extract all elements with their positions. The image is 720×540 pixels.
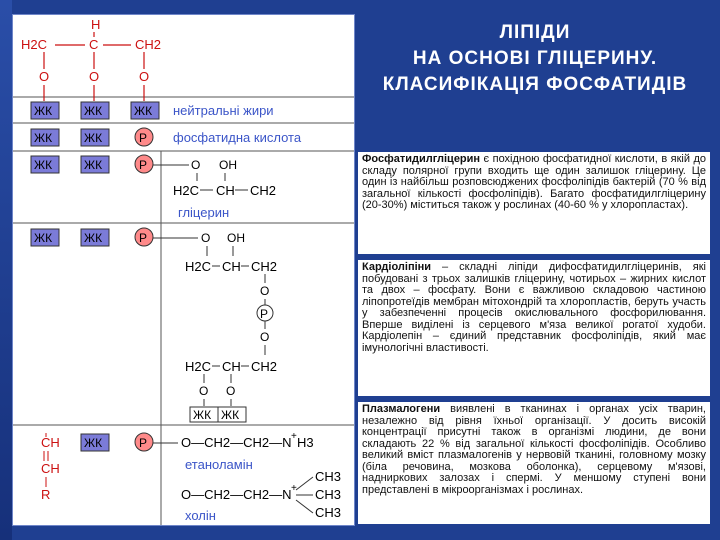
row-phosphatidylglycerol (31, 155, 276, 220)
fatty-acid-label: ЖК (84, 231, 103, 245)
description-text: виявлені в тканинах і органах усіх тварин, незалежно від рівня їхньої організації. У досить високій концентрації присутні також в організмі людини, де вони складають 22 % від загальної кількості фосфоліпідів. Особливо великий вміст плазмалогенів у нервовій тканині, головному мозку (біла речовина, мозкова оболонка), серцевому м'язові, надниркових залозах і спермі. У меншому ступені вони представлені в мікроорганізмах і рослинах. (362, 403, 706, 496)
phosphatidic-acid-label: фосфатидна кислота (173, 130, 302, 145)
h-atom: H (91, 17, 101, 32)
description-text: – складні ліпіди дифосфатидилгліцеринів, які побудовані з трьох залишків гліцерину, чотирьох – жирних кислот та двох – фосфату. Вони є важливою складовою частиною ліпопротеїдів мембран мітохондрій та хлоропластів, беруть участь у забезпеченні процесів окислювального фосфорилювання. Вперше виділені із серцевого м'яза великої рогатої худоби. Кардіолепін – єдиний представник фосфоліпідів, який має імунологічні властивості. (362, 261, 706, 354)
o-atom: O (139, 69, 150, 84)
ch2-group: CH2 (135, 37, 162, 52)
neutral-fats-label: нейтральні жири (173, 103, 274, 118)
plasmalogen-description (358, 402, 710, 524)
left-accent-stripe (0, 0, 12, 540)
fatty-acid-label: ЖК (84, 104, 103, 118)
charge-plus: + (291, 483, 297, 494)
ch2-group: CH2 (251, 359, 278, 374)
ch-group: CH (216, 183, 235, 198)
choline-label: холін (185, 508, 216, 523)
o-atom: O (191, 158, 201, 172)
row-cardiolipin (31, 228, 277, 422)
phosphate-label: P (139, 436, 148, 450)
fatty-acid-label: ЖК (34, 104, 53, 118)
term-cardiolipin: Кардіоліпіни (362, 261, 432, 273)
charge-plus: + (291, 431, 297, 442)
o-atom: O (260, 330, 270, 344)
ch3-group: CH3 (315, 505, 342, 520)
cardiolipin-description (358, 260, 710, 396)
fatty-acid-label: ЖК (34, 158, 53, 172)
h2c-group: H2C (185, 359, 212, 374)
ethanolamine-label: етаноламін (185, 457, 253, 472)
fatty-acid-label: ЖК (193, 408, 212, 422)
r-group: R (41, 487, 51, 502)
phosphate-label: P (139, 131, 148, 145)
glycerol-label: гліцерин (178, 205, 230, 220)
glycerol-backbone (21, 17, 161, 84)
fatty-acid-label: ЖК (134, 104, 153, 118)
h2c-group: H2C (185, 259, 212, 274)
o-atom: O (89, 69, 100, 84)
structure-panel (12, 14, 355, 526)
choline-chain: O—CH2—CH2—N (181, 487, 292, 502)
title-line: КЛАСИФІКАЦІЯ ФОСФАТИДІВ (382, 74, 688, 95)
title-line: НА ОСНОВІ ГЛІЦЕРИНУ. (412, 48, 658, 69)
row-plasmalogens (41, 431, 341, 523)
fatty-acid-label: ЖК (84, 131, 103, 145)
h2c-group: H2C (173, 183, 200, 198)
phosphatidylglycerol-description (358, 152, 710, 254)
h3-group: H3 (297, 435, 314, 450)
phosphate-label: P (139, 158, 148, 172)
o-atom: O (39, 69, 50, 84)
fatty-acid-label: ЖК (34, 131, 53, 145)
o-atom: O (226, 384, 236, 398)
oh-group: OH (219, 158, 237, 172)
lipid-structure-diagram (13, 15, 354, 525)
fatty-acid-label: ЖК (84, 158, 103, 172)
title-line: ЛІПІДИ (499, 22, 571, 43)
row-phosphatidic-acid (31, 128, 302, 146)
oh-group: OH (227, 231, 245, 245)
ch2-group: CH2 (250, 183, 277, 198)
fatty-acid-label: ЖК (221, 408, 240, 422)
description-text: є похідною фосфатидної кислоти, в якій до складу полярної групи входить ще один залишок гліцерину. Це один із найбільш розповсюджених фосфоліпідів бактерій (70 % від загальної кількості фосфоліпідів). Багато фосфатидилгліцерину (20-30%) міститься також у рослинах (40-60 % у хлоропластах). (362, 153, 706, 211)
phosphate-label: P (139, 231, 148, 245)
h2c-group: H2C (21, 37, 48, 52)
ethanolamine-chain: O—CH2—CH2—N (181, 435, 292, 450)
ch-group: CH (41, 461, 60, 476)
c-atom: C (89, 37, 99, 52)
ch3-group: CH3 (315, 487, 342, 502)
term-phosphatidylglycerol: Фосфатидилгліцерин (362, 153, 481, 165)
o-atom: O (201, 231, 211, 245)
slide-title (360, 20, 710, 98)
ch-group: CH (222, 359, 241, 374)
grid-lines (13, 97, 354, 525)
ch2-group: CH2 (251, 259, 278, 274)
ch-group: CH (222, 259, 241, 274)
o-atom: O (199, 384, 209, 398)
fatty-acid-label: ЖК (84, 436, 103, 450)
term-plasmalogen: Плазмалогени (362, 403, 441, 415)
ch3-group: CH3 (315, 469, 342, 484)
row-neutral-fats (31, 102, 274, 119)
fatty-acid-label: ЖК (34, 231, 53, 245)
phosphate-label: P (260, 307, 269, 321)
ch-group: CH (41, 435, 60, 450)
o-atom: O (260, 284, 270, 298)
